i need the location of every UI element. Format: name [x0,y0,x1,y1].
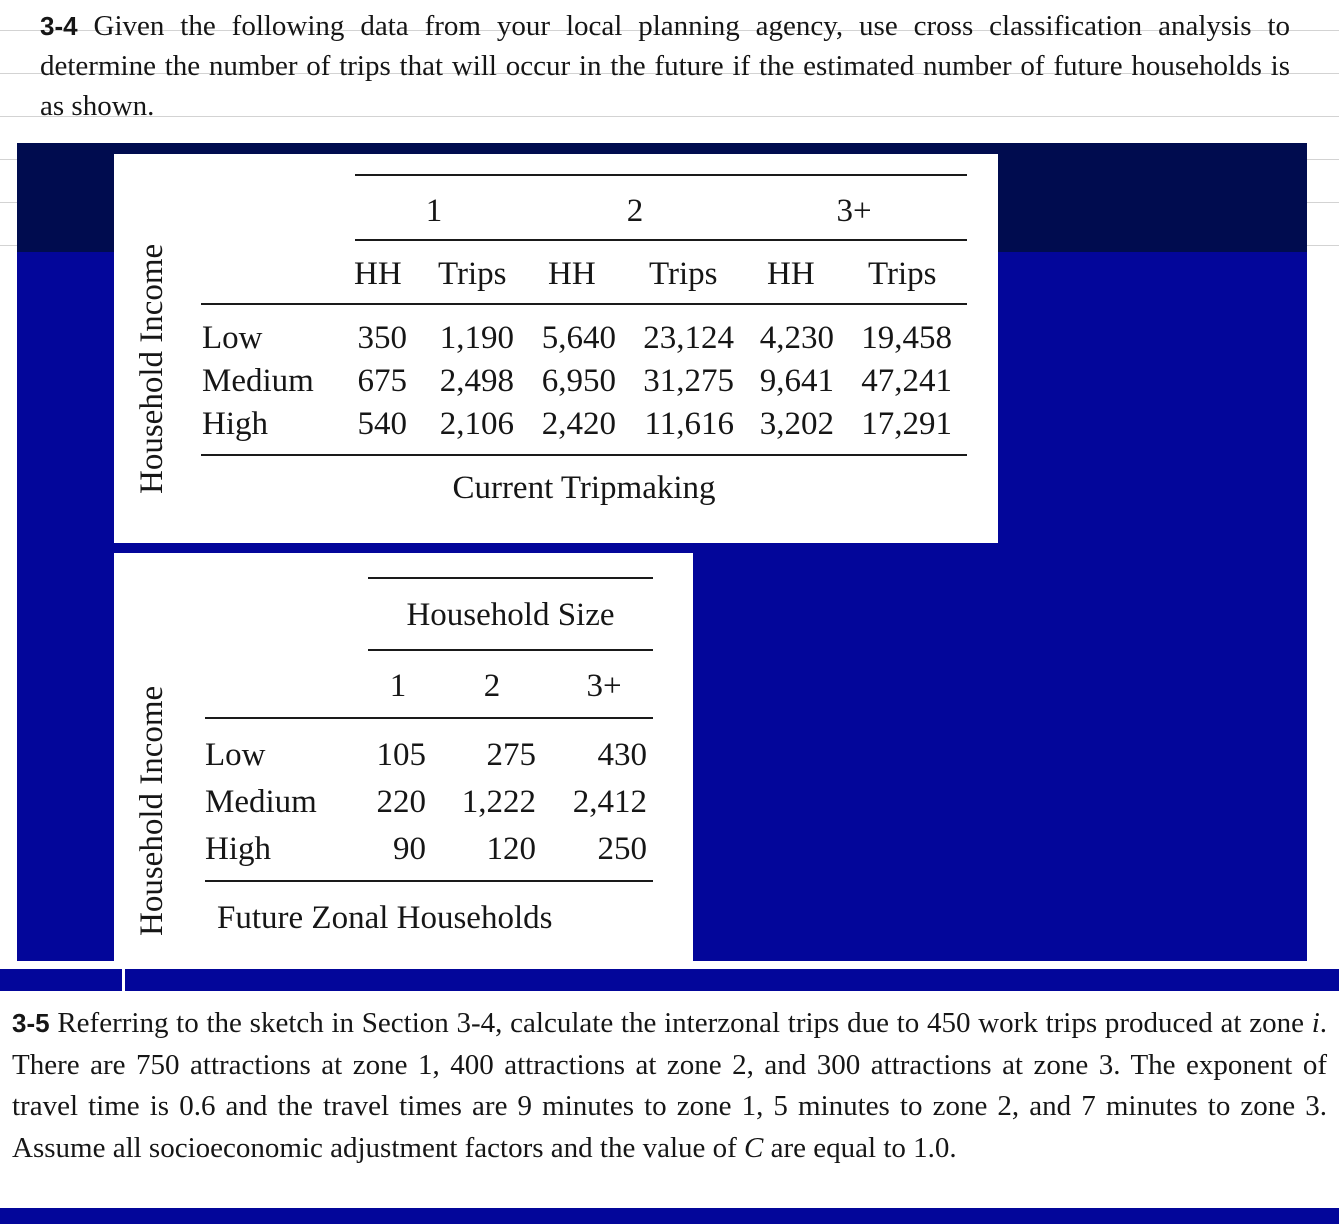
future-households-panel [114,553,693,961]
table-cell: 2,412 [572,784,647,820]
table-cell: 47,241 [861,363,952,399]
table-rule-bottom [201,454,967,456]
table-cell: 430 [597,737,647,773]
income-label: High [202,406,268,442]
table-rule-bottom [205,880,653,882]
variable-i: i [1311,1007,1320,1039]
table-cell: 90 [393,831,426,867]
problem-statement-part: Referring to the sketch in Section 3-4, calculate the interzonal trips due to 450 work trips produced at zone [57,1007,1312,1039]
income-label: Medium [202,363,314,399]
table-cell: 5,640 [541,320,616,356]
table-rule-header [368,649,653,651]
table-cell: 275 [486,737,536,773]
income-label: Low [202,320,263,356]
size-header: 3+ [836,193,872,229]
table-caption: Current Tripmaking [452,470,716,506]
table-cell: 120 [486,831,536,867]
sub-header: Trips [649,256,718,292]
table-cell: 1,222 [461,784,536,820]
size-header: 2 [483,668,501,704]
problem-statement-part: are equal to 1.0. [763,1131,957,1164]
sub-header: Trips [438,256,507,292]
table-cell: 250 [597,831,647,867]
table-cell: 11,616 [644,406,734,442]
sub-header: HH [767,256,815,292]
table-cell: 9,641 [759,363,834,399]
table-rule-mid [205,717,653,719]
group-header: Household Size [406,597,615,633]
table-cell: 220 [376,784,426,820]
problem-statement: Given the following data from your local planning agency, use cross classification analysis to determine the number of trips that will occur in the future if the estimated number of future households is as shown. [40,10,1290,122]
table-cell: 3,202 [759,406,834,442]
variable-c: C [744,1131,764,1164]
table-cell: 675 [357,363,407,399]
table-cell: 2,106 [439,406,514,442]
table-cell: 105 [376,737,426,773]
household-income-label: Household Income [134,685,170,936]
problem-3-4-text [40,6,1290,126]
table-cell: 1,190 [439,320,514,356]
table-cell: 2,498 [439,363,514,399]
size-header: 1 [389,668,407,704]
income-label: Low [205,737,266,773]
table-cell: 19,458 [861,320,952,356]
sub-header: Trips [868,256,937,292]
table-caption: Future Zonal Households [217,900,553,936]
income-label: High [205,831,271,867]
household-income-label: Household Income [134,243,170,494]
table-rule-mid [201,303,967,305]
table-rule-top [355,174,967,176]
blue-divider-bar [0,969,1339,991]
table-cell: 31,275 [643,363,734,399]
table-rule-header [355,239,967,241]
table-cell: 17,291 [861,406,952,442]
table-cell: 23,124 [643,320,734,356]
table-cell: 350 [357,320,407,356]
size-header: 1 [425,193,443,229]
sub-header: HH [548,256,596,292]
problem-number: 3-5 [12,1008,50,1038]
income-label: Medium [205,784,317,820]
sub-header: HH [354,256,402,292]
table-rule-top [368,577,653,579]
size-header: 2 [626,193,644,229]
problem-number: 3-4 [40,11,78,41]
table-cell: 540 [357,406,407,442]
divider-tick [122,969,125,991]
problem-statement-part: . There are 750 attractions at zone 1, 400 attractions at zone 2, and 300 attractions at zone 3. The exponent of travel time is 0.6 and the travel times are 9 minutes to zone 1, 5 minutes to zone 2, and 7 minutes to zone 3. Assume all socioeconomic adjustment factors and the value of [12,1007,1327,1164]
problem-3-5-text [12,1003,1327,1169]
table-cell: 2,420 [541,406,616,442]
size-header: 3+ [586,668,622,704]
current-tripmaking-panel [114,154,998,543]
table-cell: 6,950 [541,363,616,399]
table-cell: 4,230 [759,320,834,356]
bottom-blue-bar [0,1208,1339,1224]
